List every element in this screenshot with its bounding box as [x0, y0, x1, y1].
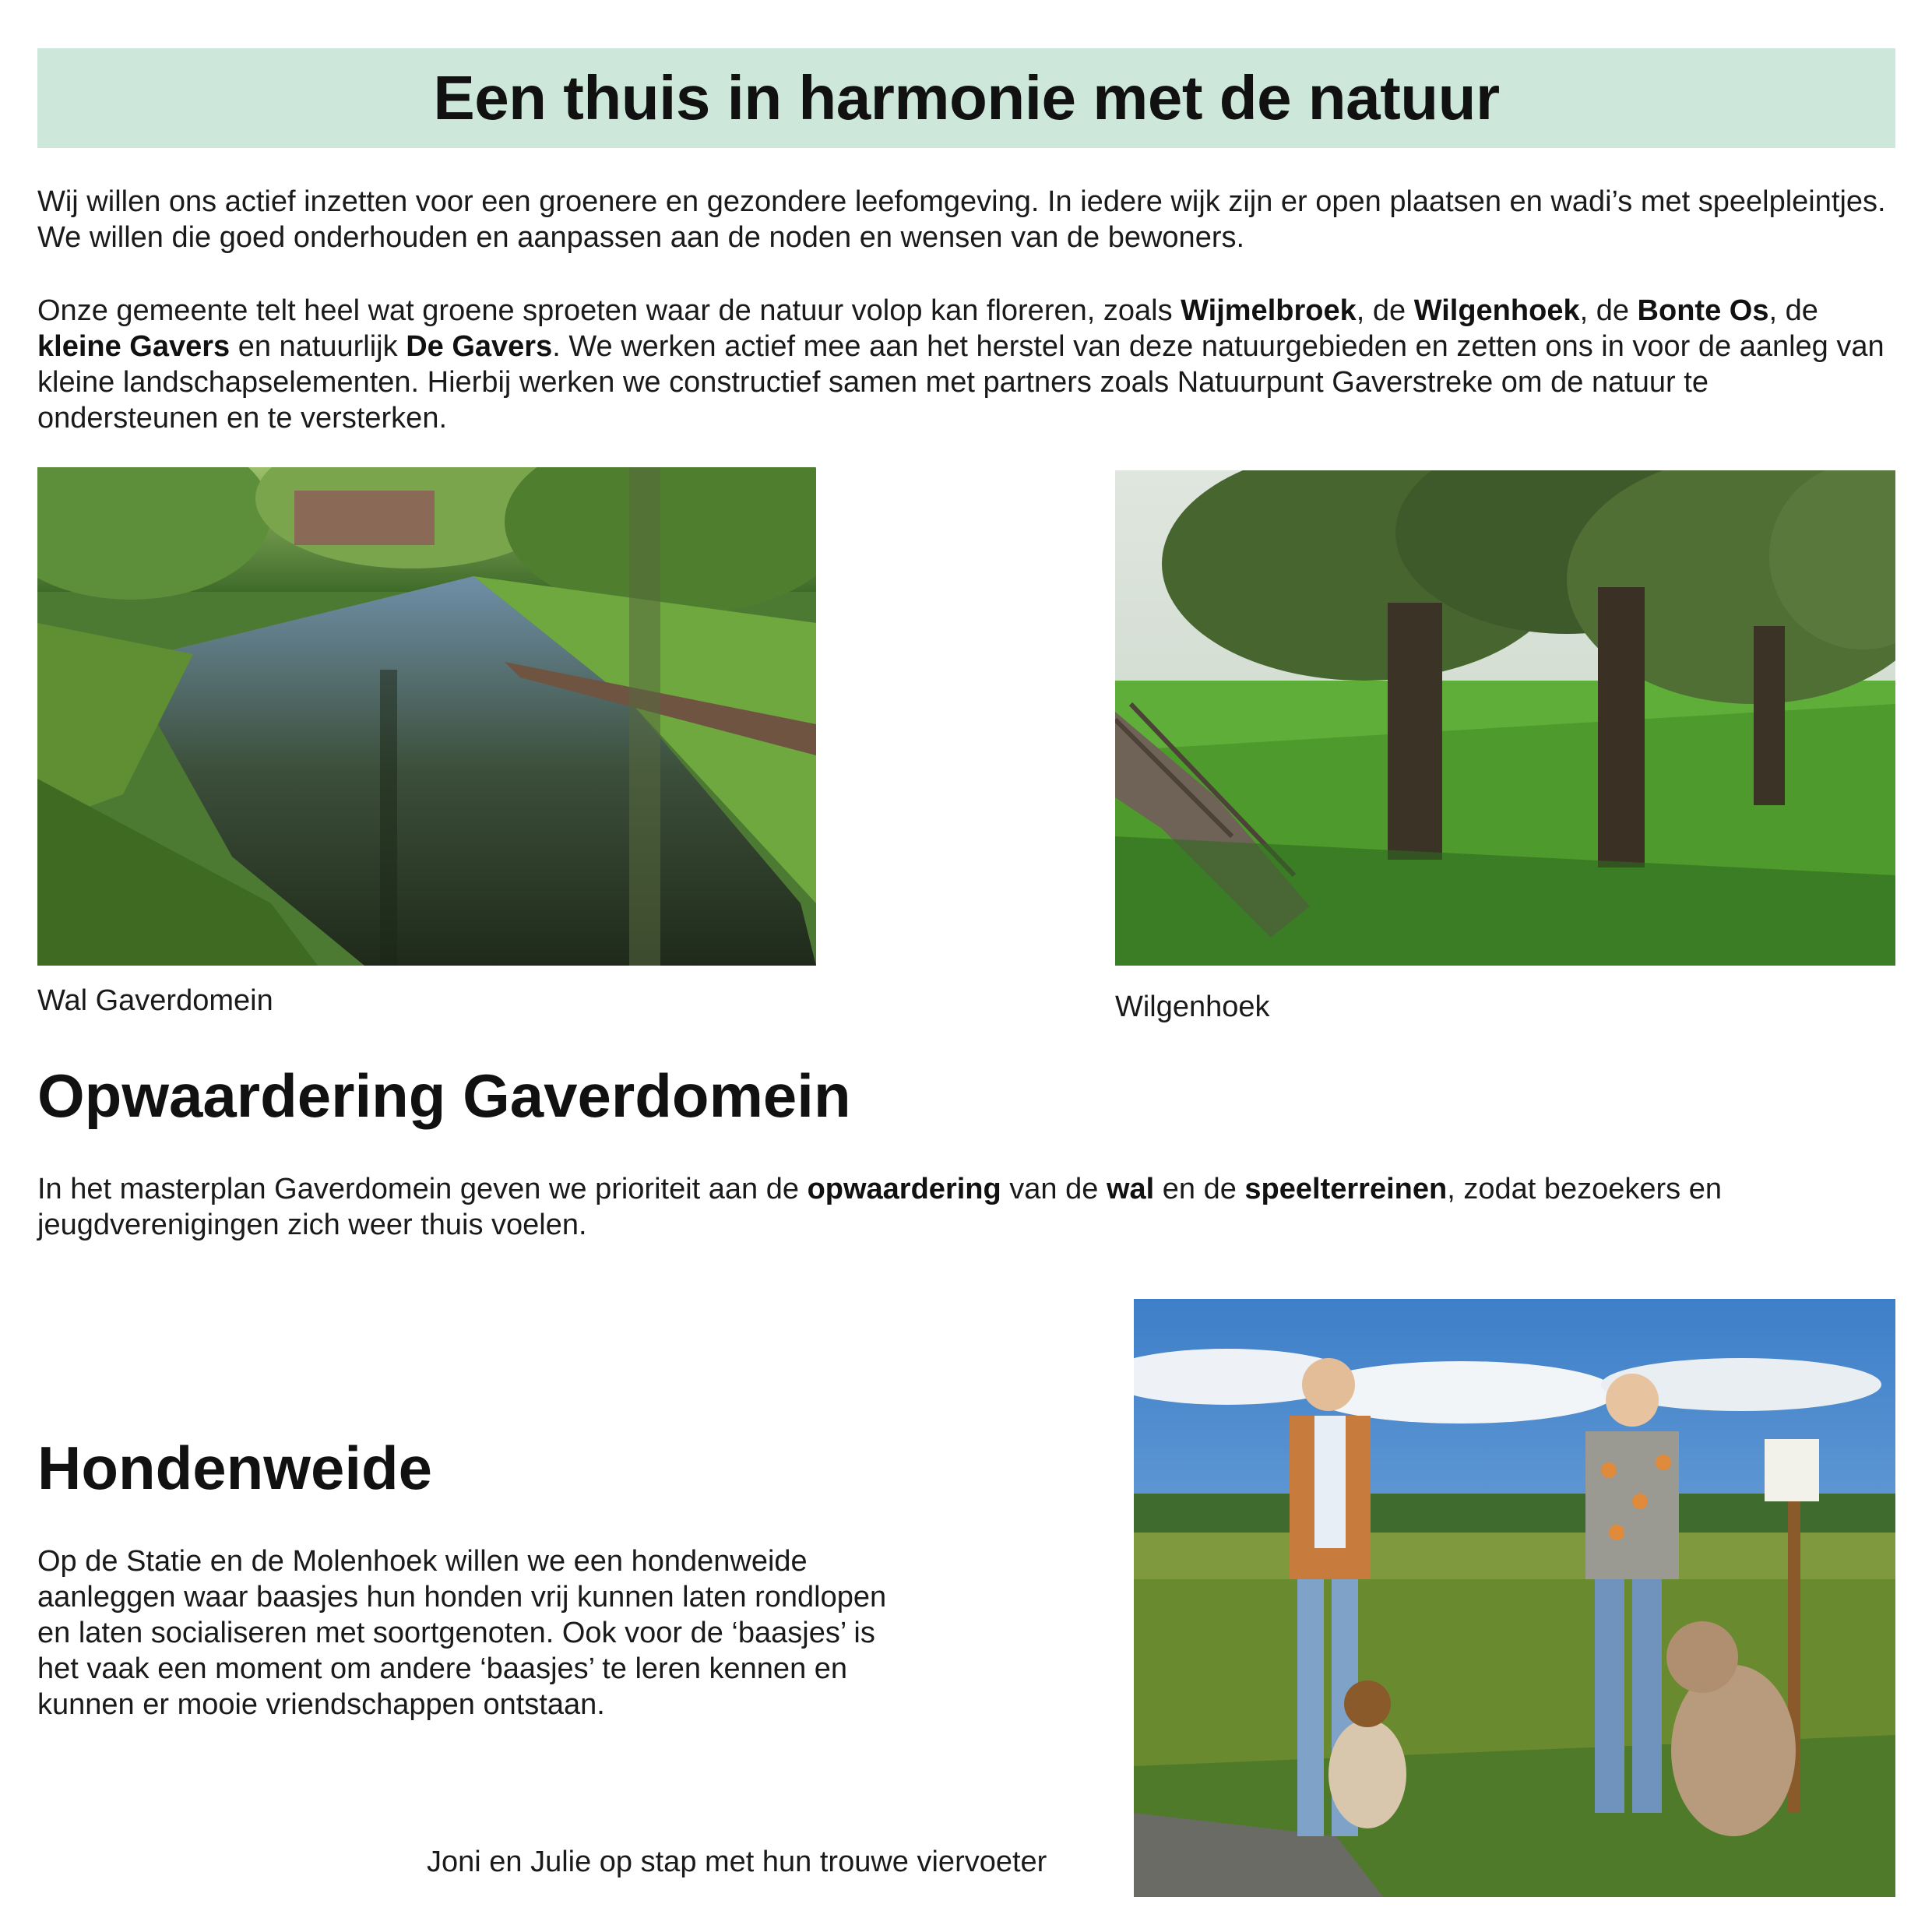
- opwaardering-heading: Opwaardering Gaverdomein: [37, 1061, 851, 1130]
- place-wijmelbroek: Wijmelbroek: [1181, 294, 1357, 327]
- intro-paragraph-2: [37, 293, 1895, 436]
- place-wilgenhoek: Wilgenhoek: [1413, 294, 1580, 327]
- page-title: Een thuis in harmonie met de natuur: [433, 63, 1500, 132]
- bold-opwaardering: opwaardering: [807, 1173, 1001, 1205]
- text-span: en natuurlijk: [230, 330, 406, 363]
- willows-boardwalk-photo: [1115, 470, 1895, 966]
- intro-paragraph-1: Wij willen ons actief inzetten voor een groenere en gezondere leefomgeving. In iedere wijk zijn er open plaatsen en wadi’s met speelpleintjes. We willen die goed onderhouden en aanpassen aan de noden en wensen van de bewoners.: [37, 185, 1886, 254]
- place-de-gavers: De Gavers: [406, 330, 553, 363]
- text-span: , de: [1356, 294, 1414, 327]
- hondenweide-paragraph: Op de Statie en de Molenhoek willen we een hondenweide aanleggen waar baasjes hun honden vrij kunnen laten rondlopen en laten socialiseren met soortgenoten. Ook voor de ‘baasjes’ is het vaak een moment om andere ‘baasjes’ te leren kennen en kunnen er mooie vriendschappen ontstaan.: [37, 1545, 887, 1721]
- place-bonte-os: Bonte Os: [1637, 294, 1769, 327]
- bold-speelterreinen: speelterreinen: [1244, 1173, 1448, 1205]
- opwaardering-paragraph: [37, 1171, 1895, 1243]
- place-kleine-gavers: kleine Gavers: [37, 330, 231, 363]
- hondenweide-heading: Hondenweide: [37, 1434, 433, 1502]
- text-span: , de: [1768, 294, 1818, 327]
- willows-photo-caption: Wilgenhoek: [1115, 991, 1270, 1023]
- text-span: Onze gemeente telt heel wat groene sproeten waar de natuur volop kan floreren, zoals: [37, 294, 1181, 327]
- dogs-photo-caption: Joni en Julie op stap met hun trouwe viervoeter: [427, 1846, 1047, 1878]
- pond-photo-caption: Wal Gaverdomein: [37, 984, 273, 1017]
- text-span: , de: [1579, 294, 1638, 327]
- title-banner: [37, 48, 1895, 148]
- text-span: . We werken actief mee aan het herstel van deze natuurgebieden en zetten ons in voor de aanleg van kleine landschapselementen. Hierbij werken we constructief samen met partners zoals Natuurpunt Gaverstreke om de natuur te ondersteunen en te versterken.: [37, 330, 1884, 435]
- text-span: In het masterplan Gaverdomein geven we prioriteit aan de: [37, 1173, 808, 1205]
- text-span: en de: [1154, 1173, 1245, 1205]
- text-span: van de: [1001, 1173, 1107, 1205]
- bold-wal: wal: [1106, 1173, 1155, 1205]
- people-with-dogs-photo: [1134, 1299, 1895, 1897]
- text-span: , zodat bezoekers en jeugdverenigingen zich weer thuis voelen.: [37, 1173, 1722, 1241]
- pond-photo: [37, 467, 816, 966]
